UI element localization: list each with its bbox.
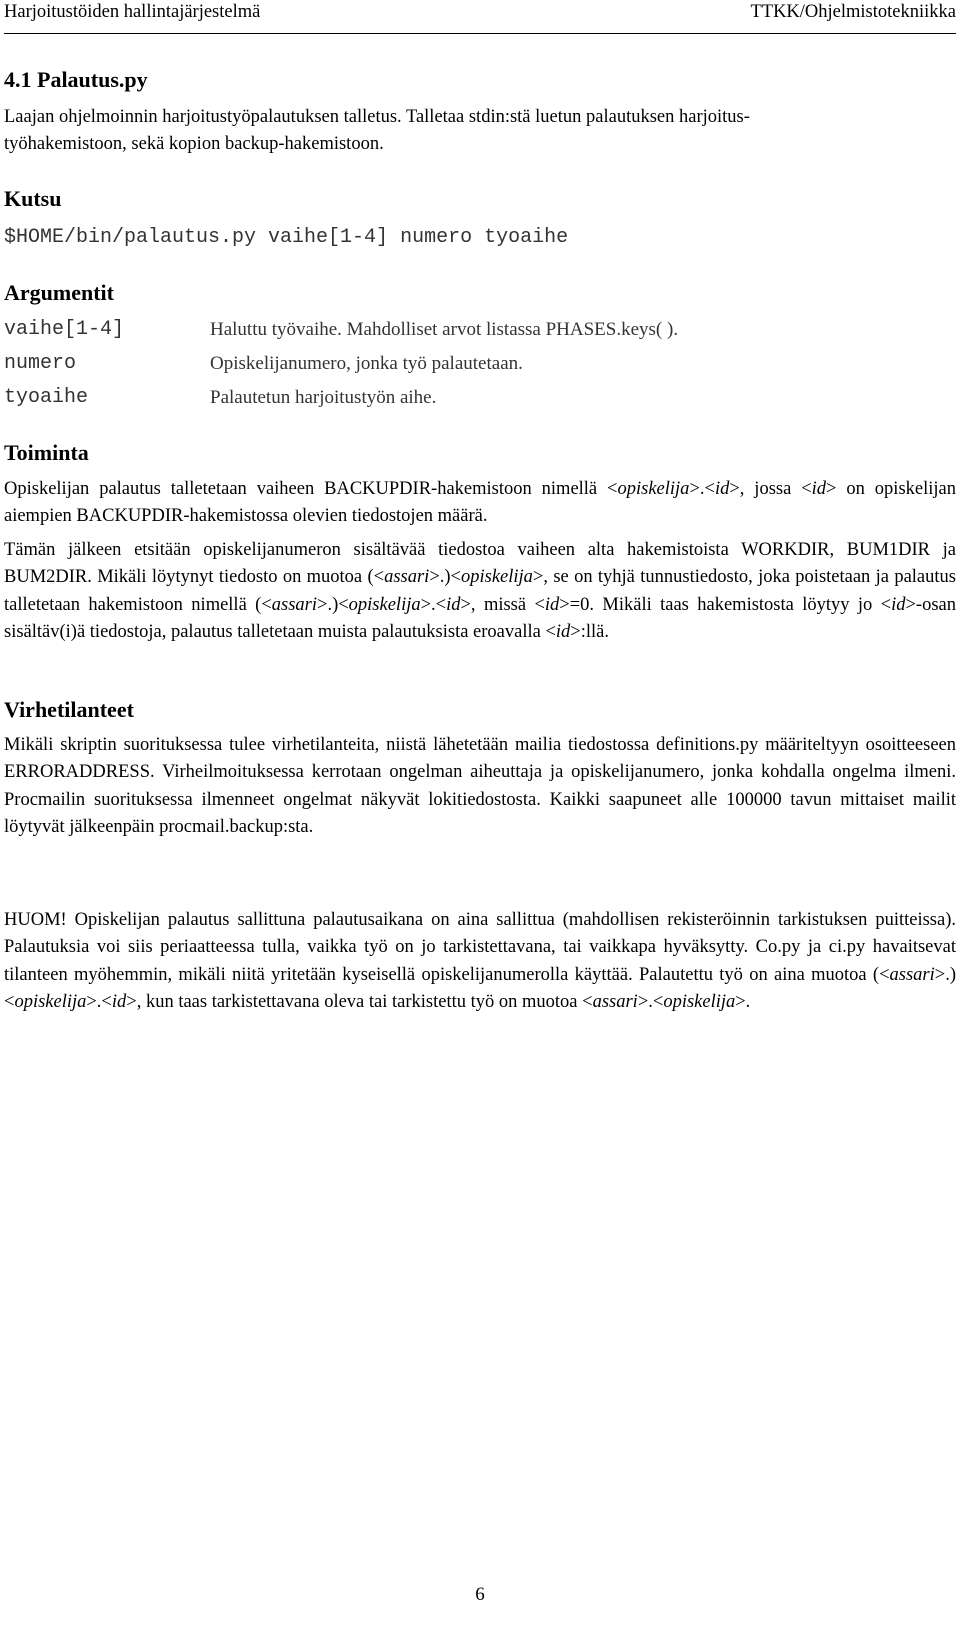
placeholder-assari: assari bbox=[384, 567, 430, 588]
text-run: HUOM! Opiskelijan palautus sallittuna palautusaikana on aina sallittua (mahdollisen rekisteröinnin tarkistuksen puitteissa). Palautuksia voi siis periaatteessa tulla, vaikka työ on jo tarkistettavana, tai vaikkapa hyväksytty. Co.py ja ci.py havaitsevat tilanteen myöhemmin, mikäli niitä yritetään kyseisellä opiskelijanumerolla käyttää. Palautettu työ on aina muotoa (< bbox=[4, 910, 956, 985]
text-run: >.< bbox=[689, 479, 715, 499]
text-run: >:llä. bbox=[570, 621, 609, 642]
placeholder-assari: assari bbox=[592, 991, 638, 1012]
text-run: Opiskelijan palautus talletetaan vaiheen BACKUPDIR-hakemistoon nimellä < bbox=[4, 479, 618, 499]
text-run: >, se on tyhjä tunnustiedosto, joka poistetaan ja palautus talletetaan hakemistoon nimellä (< bbox=[4, 567, 956, 615]
placeholder-id: id bbox=[555, 621, 571, 642]
placeholder-id: id bbox=[714, 479, 730, 499]
text-run: >.)< bbox=[4, 964, 956, 1012]
placeholder-opiskelija: opiskelija bbox=[460, 567, 533, 588]
placeholder-opiskelija: opiskelija bbox=[348, 594, 421, 615]
text-run: >-osan sisältäv(i)ä tiedostoja, palautus talletetaan muista palautuksista eroavalla < bbox=[4, 594, 956, 642]
placeholder-assari: assari bbox=[889, 964, 935, 985]
argument-row bbox=[4, 350, 956, 378]
text-run: >.)< bbox=[317, 594, 349, 615]
running-header bbox=[4, 0, 956, 24]
text-run: >.< bbox=[420, 594, 447, 615]
text-run: >, kun taas tarkistettavana oleva tai tarkistettu työ on muotoa < bbox=[126, 991, 593, 1012]
text-run: >, jossa < bbox=[729, 479, 812, 499]
toiminta-heading: Toiminta bbox=[4, 440, 89, 465]
toiminta-paragraph-1 bbox=[4, 476, 956, 531]
argument-name: tyoaihe bbox=[4, 386, 89, 409]
section-title: 4.1 Palautus.py bbox=[4, 67, 148, 92]
placeholder-opiskelija: opiskelija bbox=[617, 479, 690, 499]
intro-line-1: Laajan ohjelmoinnin harjoitustyöpalautuksen talletus. Talletaa stdin:stä luetun palautuksen harjoitus- bbox=[4, 107, 750, 127]
placeholder-id: id bbox=[446, 594, 461, 615]
virhetilanteet-paragraph: Mikäli skriptin suorituksessa tulee virhetilanteita, niistä lähetetään mailia tiedostossa definitions.py määriteltyyn osoitteeseen ERRORADDRESS. Virheilmoituksessa kerrotaan ongelman aiheuttaja ja opiskelijanumero, jonka kohdalla ongelma ilmeni. Procmailin suorituksessa ilmenneet ongelmat näkyvät lokitiedostosta. Kaikki saapuneet alle 100000 tavun mittaiset mailit löytyvät jälkeenpäin procmail.backup:sta. bbox=[4, 735, 956, 837]
header-left: Harjoitustöiden hallintajärjestelmä bbox=[4, 2, 261, 22]
argument-row bbox=[4, 384, 956, 412]
page-number: 6 bbox=[475, 1584, 485, 1605]
text-run: >.< bbox=[637, 991, 664, 1012]
header-right: TTKK/Ohjelmistotekniikka bbox=[750, 2, 956, 22]
placeholder-id: id bbox=[811, 479, 827, 499]
placeholder-assari: assari bbox=[271, 594, 318, 615]
text-run: >=0. Mikäli taas hakemistosta löytyy jo < bbox=[559, 594, 892, 615]
placeholder-opiskelija: opiskelija bbox=[14, 991, 87, 1012]
kutsu-heading: Kutsu bbox=[4, 186, 62, 211]
command-line: $HOME/bin/palautus.py vaihe[1-4] numero tyoaihe bbox=[4, 226, 569, 249]
argument-description: Palautetun harjoitustyön aihe. bbox=[210, 387, 437, 408]
text-run: >.)< bbox=[429, 567, 461, 588]
toiminta-paragraph-2 bbox=[4, 537, 956, 646]
text-run: > on opiskelijan aiempien BACKUPDIR-hakemistossa olevien tiedostojen määrä. bbox=[4, 479, 956, 527]
placeholder-id: id bbox=[891, 594, 906, 615]
virhetilanteet-heading: Virhetilanteet bbox=[4, 697, 134, 722]
intro-line-2: työhakemistoon, sekä kopion backup-hakemistoon. bbox=[4, 134, 384, 155]
argumentit-heading: Argumentit bbox=[4, 280, 114, 305]
text-run: >, missä < bbox=[460, 594, 545, 615]
argument-name: numero bbox=[4, 352, 77, 375]
text-run: >. bbox=[735, 991, 751, 1012]
placeholder-opiskelija: opiskelija bbox=[663, 991, 736, 1012]
argument-name: vaihe[1-4] bbox=[4, 318, 125, 341]
huom-paragraph bbox=[4, 907, 956, 1016]
placeholder-id: id bbox=[111, 991, 127, 1012]
argument-description: Haluttu työvaihe. Mahdolliset arvot listassa PHASES.keys( ). bbox=[210, 319, 679, 340]
argument-row bbox=[4, 316, 956, 344]
text-run: >.< bbox=[86, 991, 112, 1012]
text-run: Tämän jälkeen etsitään opiskelijanumeron sisältävää tiedostoa vaiheen alta hakemistoista WORKDIR, BUM1DIR ja BUM2DIR. Mikäli löytynyt tiedosto on muotoa (< bbox=[4, 540, 956, 588]
header-rule bbox=[4, 33, 956, 34]
intro-paragraph bbox=[4, 104, 956, 159]
placeholder-id: id bbox=[544, 594, 560, 615]
argument-description: Opiskelijanumero, jonka työ palautetaan. bbox=[210, 353, 523, 374]
document-page bbox=[4, 0, 956, 1626]
